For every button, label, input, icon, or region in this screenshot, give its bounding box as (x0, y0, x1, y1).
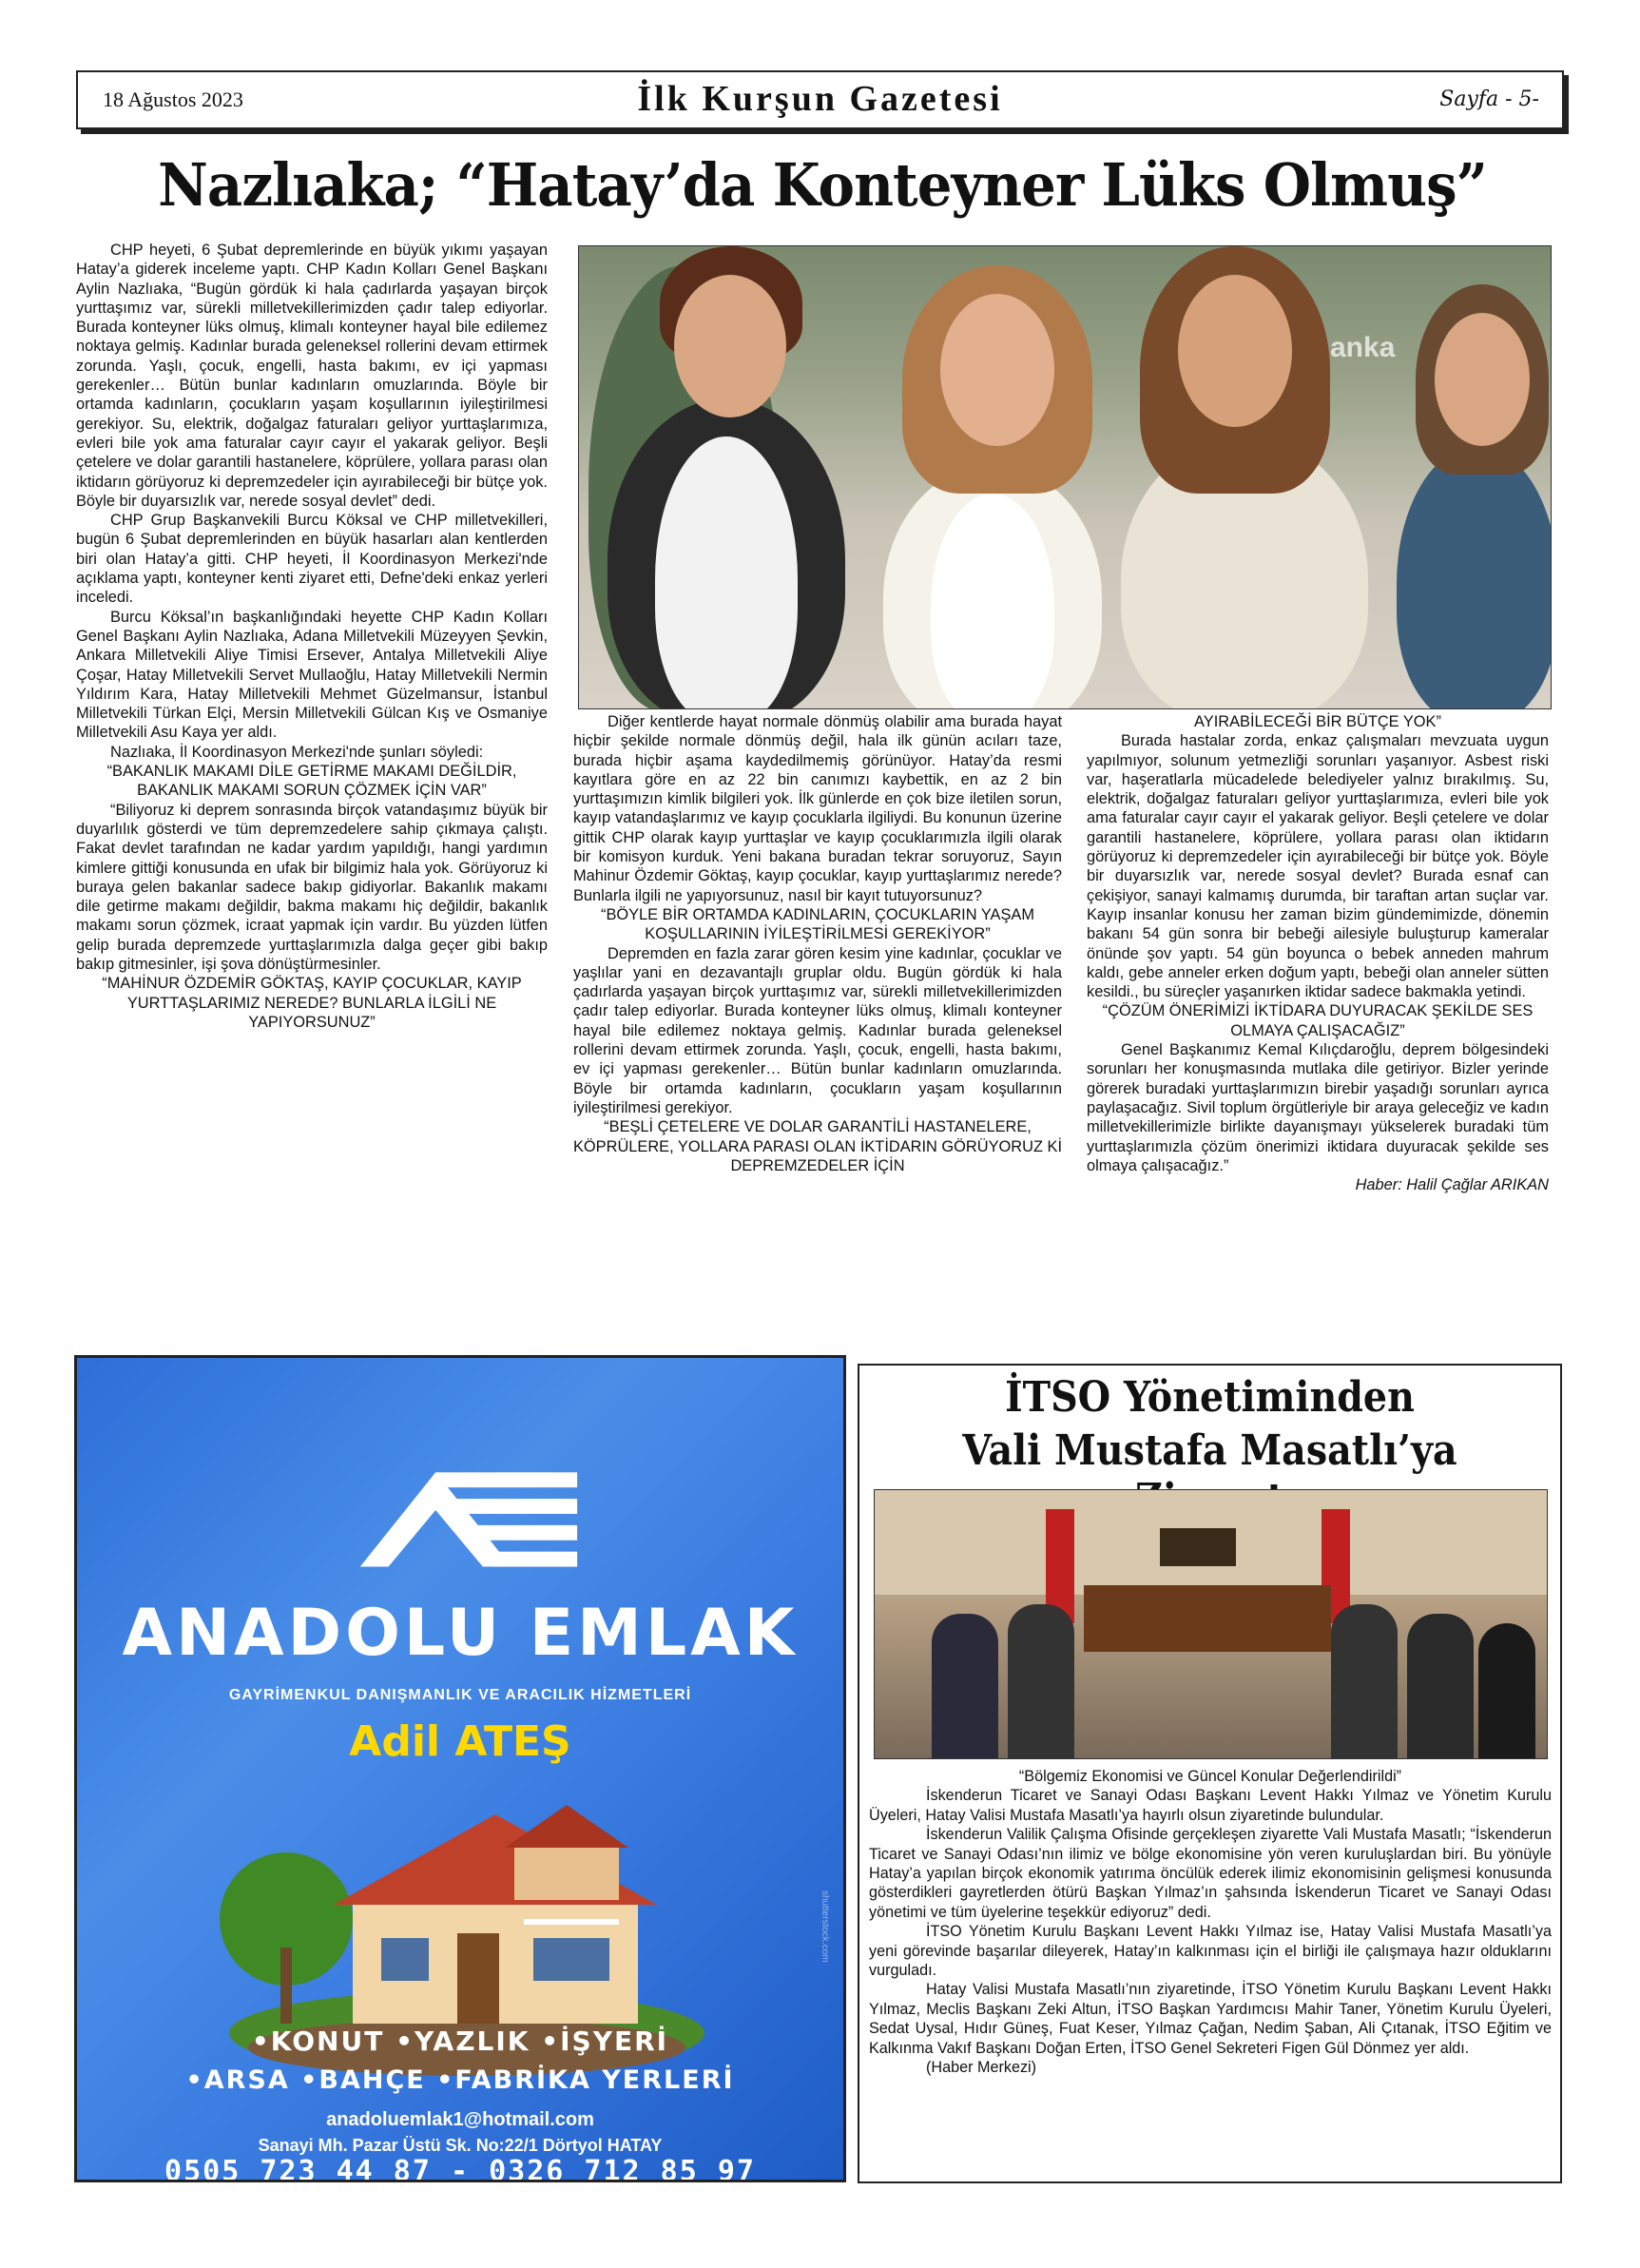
article2-box (858, 1364, 1562, 2183)
contact-phones: 0505 723 44 87 - 0326 712 85 97 (164, 2155, 756, 2182)
article1-column-1 (76, 241, 548, 1032)
page-number: Sayfa - 5- (1439, 87, 1539, 111)
paragraph: CHP Grup Başkanvekili Burcu Köksal ve CHP milletvekilleri, bugün 6 Şubat depremlerinden en büyük hasarları alan kentlerden biri olan Hatay’a gitti. CHP heyeti, İl Koordinasyon Merkezi'nde açıklama yaptı, konteyner kenti ziyaret etti, Defne'deki enkaz yerleri inceledi. (76, 512, 548, 607)
subheading: “BAKANLIK MAKAMI DİLE GETİRME MAKAMI DEĞİLDİR, BAKANLIK MAKAMI SORUN ÇÖZMEK İÇİN VAR” (106, 763, 517, 800)
agent-name: Adil ATEŞ (349, 1717, 571, 1766)
company-tagline: GAYRİMENKUL DANIŞMANLIK VE ARACILIK HİZMETLERİ (228, 1687, 692, 1703)
subheading: “Bölgemiz Ekonomisi ve Güncel Konular Değerlendirildi” (1018, 1768, 1402, 1785)
paragraph: Hatay Valisi Mustafa Masatlı’nın ziyaretinde, İTSO Yönetim Kurulu Başkanı Levent Hakkı Yılmaz, Meclis Başkanı Zeki Altun, İTSO Başkan Yardımcısı Mahir Taner, Yönetim Kurulu Üyeleri, Sedat Uysal, Hıdır Güneş, Fuat Keser, Yılmaz Çağan, Nedim Şaban, Ali Çıtanak, İTSO Eğitim ve Kalkınma Vakıf Başkanı Doğan Erten, İTSO Genel Sekreteri Figen Gül Dönmez yer aldı. (869, 1981, 1552, 2057)
company-name: ANADOLU EMLAK (122, 1596, 799, 1671)
subheading: “MAHİNUR ÖZDEMİR GÖKTAŞ, KAYIP ÇOCUKLAR, KAYIP YURTTAŞLARIMIZ NEREDE? BUNLARLA İLGİLİ NE YAPIYORSUNUZ” (102, 975, 522, 1031)
image-watermark: shutterstock.com (820, 1890, 830, 1963)
subheading: AYIRABİLECEĞİ BİR BÜTÇE YOK” (1194, 713, 1441, 730)
paragraph: İskenderun Ticaret ve Sanayi Odası Başkanı Levent Hakkı Yılmaz ve Yönetim Kurulu Üyeleri, Hatay Valisi Mustafa Masatlı’ya hayırlı olsun ziyaretinde bulundular. (869, 1787, 1552, 1824)
services-line-2: •ARSA •BAHÇE •FABRİKA YERLERİ (185, 2065, 735, 2095)
paragraph: Burcu Köksal’ın başkanlığındaki heyette CHP Kadın Kolları Genel Başkanı Aylin Nazlıaka, Adana Milletvekili Müzeyyen Şevkin, Ankara Milletvekili Aliye Timisi Ersever, Antalya Milletvekili Aliye Çoşar, Hatay Milletvekili Servet Mullaoğlu, Hatay Milletvekili Nermin Yıldırım Kara, Hatay Milletvekili Mehmet Güzelmansur, İstanbul Milletvekili Türkan Elçi, Mersin Milletvekili Gülcan Kış ve Osmaniye Milletvekili Asu Kaya yer aldı. (76, 608, 548, 742)
article1-column-3 (1087, 712, 1549, 1194)
subheading: “BEŞLİ ÇETELERE VE DOLAR GARANTİLİ HASTANELERE, KÖPRÜLERE, YOLLARA PARASI OLAN İKTİDARIN GÖRÜYORUZ Kİ DEPREMZEDELER İÇİN (573, 1118, 1063, 1174)
paragraph: Burada hastalar zorda, enkaz çalışmaları mevzuata uygun yapılmıyor, solunum yetmezliği sorunları yaşanıyor. Asbest riski var, haşeratlarla mücadelede belediyeler yalnız bırakılmış. Su, elektrik, doğalgaz faturaları geliyor yurttaşlarımıza, evleri bile yok ama faturalar cayır cayır el yakarak geliyor. Beşli çetelere ve dolar garantili hastanelere, köprülere, yollara parası olan iktidarın görüyoruz ki depremzedeler için ayırabileceği bir bütçe yok. Böyle bir duyarsızlık var, nerede sosyal devlet? Burada esnaf can çekişiyor, sanayi kalmamış durumda, bir taraftan artan suçlar var. Kayıp insanlar konusu her zaman bizim gündemimizde, dönemin bakanı 54 gün sonra bir bebeği ailesiyle buluşturup kameralar önünde şov yaptı. 54 gün boyunca o bebek anneden mahrum kaldı, gebe anneler erken doğum yaptı, bebeği olan anneler sütten kesildi., bu süreçler yaşanırken iktidar sadece bakmakla yetindi. (1087, 732, 1549, 1001)
article1-headline: Nazlıaka; “Hatay’da Konteyner Lüks Olmuş” (158, 150, 1487, 220)
paragraph: Depremden en fazla zarar gören kesim yine kadınlar, çocuklar ve yaşlılar yani en dezavantajlı gruplar oldu. Bugün gördük ki hala çadırlarda yaşayan birçok yurttaşımız var, sürekli milletvekillerimizden çadır talep ediyorlar. Burada konteyner lüks olmuş, klimalı konteyner hayal bile edilemez noktaya gelmiş. Kadınlar burada geleneksel rollerini devam ettirmek zorunda. Yaşlı, çocuk, engelli, hasta bakımı, ev içi yapması gerekenler… Bütün bunlar kadınların omuzlarında. Böyle bir ortamda kadınların, çocukların yaşam koşullarının iyileştirilmesi gerekiyor. (573, 944, 1062, 1116)
issue-date: 18 Ağustos 2023 (103, 87, 243, 111)
paragraph: Nazlıaka, İl Koordinasyon Merkezi'nde şunları söyledi: (110, 743, 484, 761)
services-line-1: •KONUT •YAZLIK •İŞYERİ (251, 2026, 669, 2057)
article1-column-2 (573, 712, 1062, 1175)
real-estate-advertisement (74, 1355, 846, 2182)
paragraph: CHP heyeti, 6 Şubat depremlerinde en büyük yıkımı yaşayan Hatay’a giderek inceleme yaptı. CHP Kadın Kolları Genel Başkanı Aylin Nazlıaka, “Bugün gördük ki hala çadırlarda yaşayan birçok yurttaşımız var, sürekli milletvekillerimizden çadır talep ediyorlar. Burada konteyner lüks olmuş, klimalı konteyner hayal bile edilemez noktaya gelmiş. Kadınlar burada geleneksel rollerini devam ettirmek zorunda. Yaşlı, çocuk, engelli, hasta bakımı, ev içi yapması gerekenler… Bütün bunlar kadınların omuzlarında. Böyle bir ortamda kadınların, çocukların yaşam koşullarının iyileştirilmesi gerekiyor. Su, elektrik, doğalgaz faturaları geliyor yurttaşlarımıza, evleri bile yok ama faturalar cayır cayır el yakarak geliyor. Beşli çetelere ve dolar garantili hastanelere, köprülere, yollara parası olan iktidarın görüyoruz ki depremzedeler için ayırabileceği bir bütçe yok. Böyle bir duyarsızlık var, nerede sosyal devlet” dedi. (76, 242, 548, 510)
contact-email: anadoluemlak1@hotmail.com (326, 2109, 594, 2130)
paragraph: İskenderun Valilik Çalışma Ofisinde gerçekleşen ziyarette Vali Mustafa Masatlı; “İskenderun Ticaret ve Sanayi Odası’nın ilimiz ve bölge ekonomisine yön veren kuruluşlardan biri. Bu yönüyle Hatay’a yapılan birçok ekonomik yatırıma öncülük ederek ilimiz ekonomisinin gelişmesi konusunda gösterdikleri gayretlerden ötürü Başkan Yılmaz’ın şahsında İskenderun Ticaret ve Sanayi Odası yönetimi ve tüm üyelerine teşekkür ediyoruz” dedi. (869, 1826, 1552, 1921)
article2-body (869, 1767, 1552, 2078)
byline: Haber: Halil Çağlar ARIKAN (1355, 1176, 1549, 1194)
subheading: “ÇÖZÜM ÖNERİMİZİ İKTİDARA DUYURACAK ŞEKİLDE SES OLMAYA ÇALIŞACAĞIZ” (1102, 1002, 1534, 1039)
company-logo-icon (77, 1444, 843, 1577)
article1-photo (578, 245, 1552, 709)
newspaper-name: İlk Kurşun Gazetesi (637, 79, 1003, 119)
paragraph: Genel Başkanımız Kemal Kılıçdaroğlu, deprem bölgesindeki sorunları her konuşmasında mutlaka dile getiriyor. Bizler yerinde görerek buradaki yurttaşlarımızın birebir yaşadığı sorunları ayrıca paylaşacağız. Sivil toplum örgütleriyle bir araya geleceğiz ve kadın milletvekillerimizle birlikte dayanışmayı yükselerek buradaki tüm yurttaşlarımızla çözüm önerimizi iktidara duyuracak şekilde ses olmaya çalışacağız.” (1087, 1041, 1549, 1174)
contact-address: Sanayi Mh. Pazar Üstü Sk. No:22/1 Dörtyol HATAY (258, 2136, 663, 2155)
masthead (76, 70, 1564, 129)
article2-photo (874, 1489, 1548, 1759)
article2-headline-line-1: İTSO Yönetiminden (1005, 1373, 1415, 1422)
photo-watermark: anka (1330, 332, 1396, 363)
subheading: “BÖYLE BİR ORTAMDA KADINLARIN, ÇOCUKLARIN YAŞAM KOŞULLARININ İYİLEŞTİRİLMESİ GEREKİYOR” (600, 905, 1034, 943)
article2-headline-line-2: Vali Mustafa Masatlı’ya (962, 1426, 1457, 1475)
paragraph: “Biliyoruz ki deprem sonrasında birçok vatandaşımız büyük bir duyarlılık gösterdi ve tüm depremzedelere sahip çıkmaya çalıştı. Fakat devlet tarafından ne kadar yardım yapıldığı, hangi yardımın kimlere gittiği konusunda en ufak bir bilgimiz hala yok. Görüyoruz ki buraya gelen bakanlar sadece bakıp gidiyorlar. Bakanlık makamı dile getirme makamı değildir, bakma makamı hiç değildir, bakanlık makamı sorun çözmek, icraat yapmak için vardır. Bu yüzden lütfen gelip burada depremzede yurttaşlarımızla dalga geçer gibi bakıp bakıp gitmesinler, işi şova dönüştürmesinler. (76, 801, 548, 973)
paragraph: Diğer kentlerde hayat normale dönmüş olabilir ama burada hayat hiçbir şekilde normale dönmüş değil, hala ilk günün acıları taze, burada hiçbir aşama kaydedilmemiş görünüyor. Hatay’da resmi kayıtlara göre en az 22 bin canımızı kaybettik, en az 2 bin yurttaşımızın kimlik bilgileri yok. İlk günlerde en çok bize iletilen sorun, kayıp vatandaşlarımız ve kayıp çocuklarla ilgiliydi. Bu konunun üzerine gittik CHP olarak kayıp yurttaşlar ve kayıp çocuklarımızla ilgili olarak bir komisyon kurduk. Yeni bakana buradan tekrar soruyoruz, Sayın Mahinur Özdemir Göktaş, kayıp çocuklar, kayıp yurttaşlarımız nerede? Bunlarla ilgili ne yapıyorsunuz, nasıl bir kayıt tutuyorsunuz? (573, 713, 1062, 904)
paragraph: İTSO Yönetim Kurulu Başkanı Levent Hakkı Yılmaz ise, Hatay Valisi Mustafa Masatlı’ya yeni görevinde başarılar dileyerek, Hatay’ın kalkınması için el birliği ile çalışmaya hazır olduklarını vurguladı. (869, 1923, 1552, 1980)
byline: (Haber Merkezi) (926, 2059, 1037, 2077)
